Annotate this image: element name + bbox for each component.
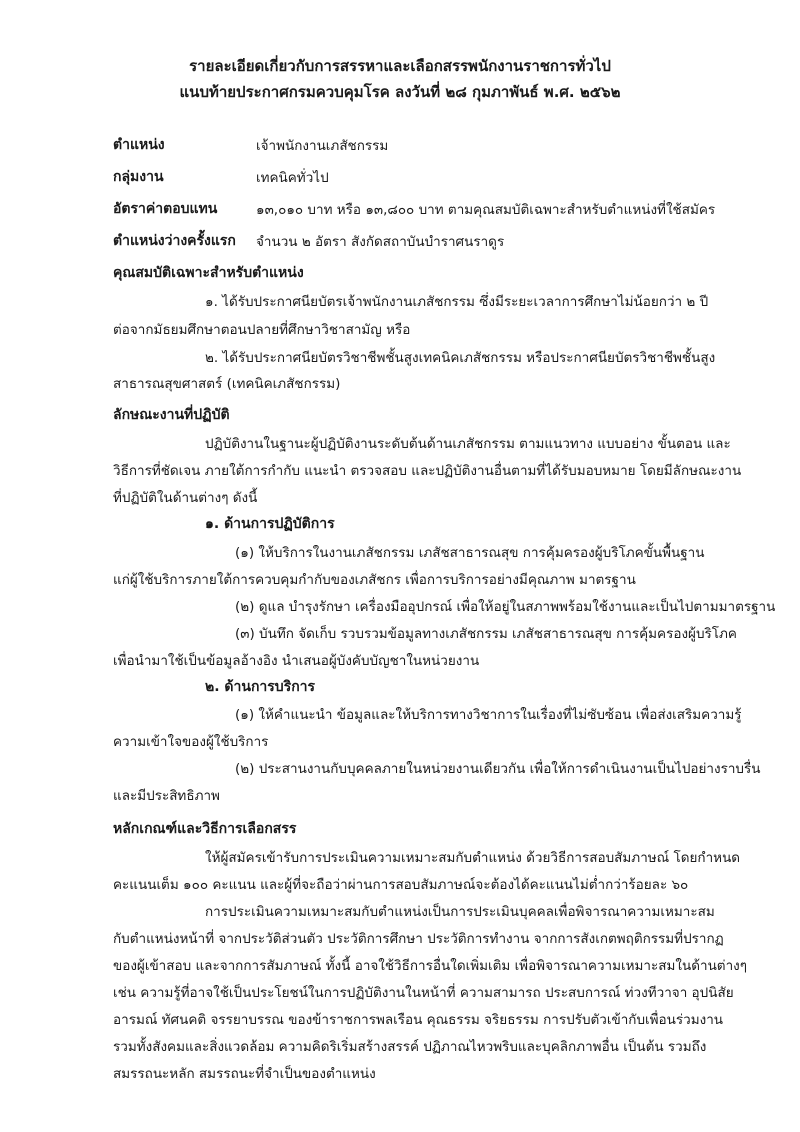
selection-line: ให้ผู้สมัครเข้ารับการประเมินความเหมาะสมกับตำแหน่ง ด้วยวิธีการสอบสัมภาษณ์ โดยกำหนด (205, 850, 741, 866)
field-value: เทคนิคทั่วไป (256, 170, 329, 186)
document-subtitle: แนบท้ายประกาศกรมควบคุมโรค ลงวันที่ ๒๘ กุมภาพันธ์ พ.ศ. ๒๕๖๒ (179, 83, 621, 101)
duty-line: (๓) บันทึก จัดเก็บ รวบรวมข้อมูลทางเภสัชกรรม เภสัชสาธารณสุข การคุ้มครองผู้บริโภค (235, 626, 737, 642)
duties-intro-line: ที่ปฏิบัติในด้านต่างๆ ดังนี้ (113, 490, 258, 506)
field-label: ตำแหน่งว่างครั้งแรก (113, 233, 236, 249)
duty-line: (๑) ให้คำแนะนำ ข้อมูลและให้บริการทางวิชาการในเรื่องที่ไม่ซับซ้อน เพื่อส่งเสริมความรู้ (235, 707, 742, 723)
selection-line: กับตำแหน่งหน้าที่ จากประวัติส่วนตัว ประวัติการศึกษา ประวัติการทำงาน จากการสังเกตพฤติกรรมที่ปรากฏ (113, 931, 724, 947)
field-label: กลุ่มงาน (113, 169, 164, 185)
duties-intro-line: วิธีการที่ชัดเจน ภายใต้การกำกับ แนะนำ ตรวจสอบ และปฏิบัติงานอื่นตามที่ได้รับมอบหมาย โดยมีลักษณะงาน (113, 463, 742, 479)
qualification-line: ๑. ได้รับประกาศนียบัตรเจ้าพนักงานเภสัชกรรม ซึ่งมีระยะเวลาการศึกษาไม่น้อยกว่า ๒ ปี (205, 294, 709, 310)
duty-line: ความเข้าใจของผู้ใช้บริการ (113, 734, 269, 750)
field-value: เจ้าพนักงานเภสัชกรรม (256, 138, 389, 154)
duty-section-title: ๑. ด้านการปฏิบัติการ (205, 516, 335, 532)
duty-line: และมีประสิทธิภาพ (113, 788, 220, 804)
duty-line: (๒) ประสานงานกับบุคคลภายในหน่วยงานเดียวกัน เพื่อให้การดำเนินงานเป็นไปอย่างราบรื่น (235, 761, 761, 777)
duty-line: เพื่อนำมาใช้เป็นข้อมูลอ้างอิง นำเสนอผู้บังคับบัญชาในหน่วยงาน (113, 653, 480, 669)
duty-line: (๒) ดูแล บำรุงรักษา เครื่องมืออุปกรณ์ เพื่อให้อยู่ในสภาพพร้อมใช้งานและเป็นไปตามมาตรฐาน (235, 599, 776, 615)
field-value: ๑๓,๐๑๐ บาท หรือ ๑๓,๘๐๐ บาท ตามคุณสมบัติเฉพาะสำหรับตำแหน่งที่ใช้สมัคร (256, 202, 716, 218)
duty-section-title: ๒. ด้านการบริการ (205, 679, 316, 695)
selection-line: สมรรถนะหลัก สมรรถนะที่จำเป็นของตำแหน่ง (113, 1066, 376, 1082)
duty-line: (๑) ให้บริการในงานเภสัชกรรม เภสัชสาธารณสุข การคุ้มครองผู้บริโภคขั้นพื้นฐาน (235, 545, 705, 561)
selection-line: ของผู้เข้าสอบ และจากการสัมภาษณ์ ทั้งนี้ อาจใช้วิธีการอื่นใดเพิ่มเติม เพื่อพิจารณาความเหมาะสมในด้านต่างๆ (113, 958, 747, 974)
field-label: ตำแหน่ง (113, 137, 165, 153)
document-title: รายละเอียดเกี่ยวกับการสรรหาและเลือกสรรพนักงานราชการทั่วไป (189, 57, 611, 75)
qualification-line: ต่อจากมัธยมศึกษาตอนปลายที่ศึกษาวิชาสามัญ หรือ (113, 322, 411, 338)
field-label: อัตราค่าตอบแทน (113, 201, 218, 217)
duties-intro-line: ปฏิบัติงานในฐานะผู้ปฏิบัติงานระดับต้นด้านเภสัชกรรม ตามแนวทาง แบบอย่าง ขั้นตอน และ (205, 436, 731, 452)
selection-line: คะแนนเต็ม ๑๐๐ คะแนน และผู้ที่จะถือว่าผ่านการสอบสัมภาษณ์จะต้องได้คะแนนไม่ต่ำกว่าร้อยละ ๖๐ (113, 877, 689, 893)
selection-line: รวมทั้งสังคมและสิ่งแวดล้อม ความคิดริเริ่มสร้างสรรค์ ปฏิภาณไหวพริบและบุคลิกภาพอื่น เป็นต้น รวมถึง (113, 1039, 707, 1055)
section-heading-qualifications: คุณสมบัติเฉพาะสำหรับตำแหน่ง (113, 265, 304, 281)
qualification-line: สาธารณสุขศาสตร์ (เทคนิคเภสัชกรรม) (113, 376, 341, 392)
selection-line: เช่น ความรู้ที่อาจใช้เป็นประโยชน์ในการปฏิบัติงานในหน้าที่ ความสามารถ ประสบการณ์ ท่วงทีวาจา อุปนิสัย (113, 985, 734, 1001)
qualification-line: ๒. ได้รับประกาศนียบัตรวิชาชีพชั้นสูงเทคนิคเภสัชกรรม หรือประกาศนียบัตรวิชาชีพชั้นสูง (205, 350, 716, 366)
section-heading-selection: หลักเกณฑ์และวิธีการเลือกสรร (113, 821, 297, 837)
duty-line: แก่ผู้ใช้บริการภายใต้การควบคุมกำกับของเภสัชกร เพื่อการบริการอย่างมีคุณภาพ มาตรฐาน (113, 572, 636, 588)
selection-line: อารมณ์ ทัศนคติ จรรยาบรรณ ของข้าราชการพลเรือน คุณธรรม จริยธรรม การปรับตัวเข้ากับเพื่อนร่วมงาน (113, 1012, 724, 1028)
field-value: จำนวน ๒ อัตรา สังกัดสถาบันบำราศนราดูร (256, 234, 505, 250)
section-heading-duties: ลักษณะงานที่ปฏิบัติ (113, 407, 230, 423)
selection-line: การประเมินความเหมาะสมกับตำแหน่งเป็นการประเมินบุคคลเพื่อพิจารณาความเหมาะสม (205, 904, 715, 920)
